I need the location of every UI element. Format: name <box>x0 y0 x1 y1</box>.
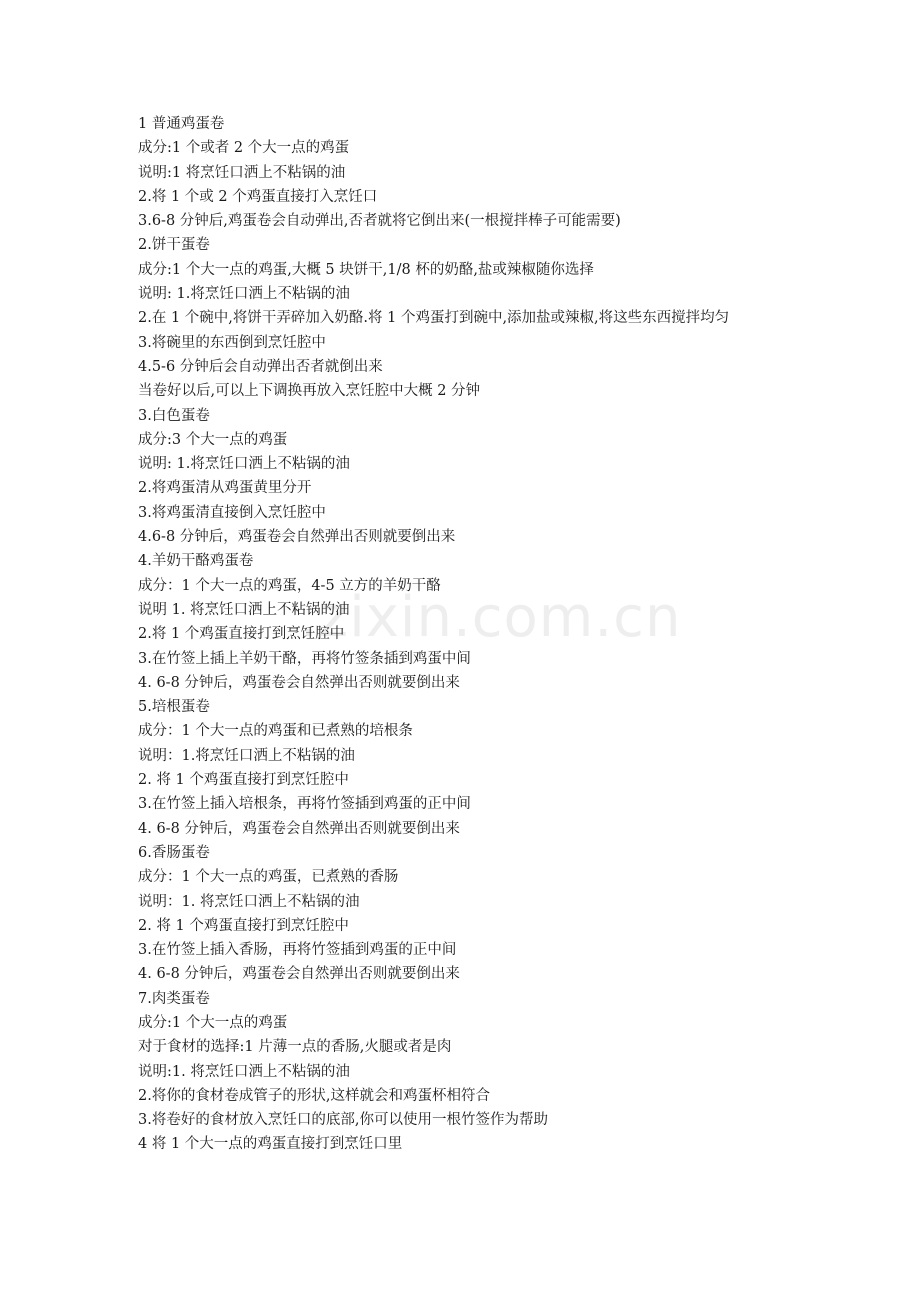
text-line: 说明:1. 将烹饪口洒上不粘锅的油 <box>138 1063 350 1080</box>
text-line: 说明: 1.将烹饪口洒上不粘锅的油 <box>138 456 350 473</box>
text-line: 2.将鸡蛋清从鸡蛋黄里分开 <box>138 480 312 497</box>
text-line: 成分：1 个大一点的鸡蛋，已煮熟的香肠 <box>138 869 399 886</box>
text-line: 2.在 1 个碗中,将饼干弄碎加入奶酪.将 1 个鸡蛋打到碗中,添加盐或辣椒,将这些东西搅拌均匀 <box>138 310 730 327</box>
text-line: 当卷好以后,可以上下调换再放入烹饪腔中大概 2 分钟 <box>138 383 481 400</box>
text-line: 5.培根蛋卷 <box>138 699 210 716</box>
text-line: 对于食材的选择:1 片薄一点的香肠,火腿或者是肉 <box>138 1039 452 1056</box>
text-line: 4.羊奶干酪鸡蛋卷 <box>138 553 254 570</box>
text-line: 说明：1.将烹饪口洒上不粘锅的油 <box>138 747 355 764</box>
text-line: 3.在竹签上插入培根条，再将竹签插到鸡蛋的正中间 <box>138 796 471 813</box>
text-line: 7.肉类蛋卷 <box>138 990 210 1007</box>
text-line: 3.白色蛋卷 <box>138 407 210 424</box>
text-line: 3.6-8 分钟后,鸡蛋卷会自动弹出,否者就将它倒出来(一根搅拌棒子可能需要) <box>138 213 621 230</box>
text-line: 成分:3 个大一点的鸡蛋 <box>138 431 288 448</box>
text-line: 6.香肠蛋卷 <box>138 844 210 861</box>
text-line: 成分:1 个大一点的鸡蛋,大概 5 块饼干,1/8 杯的奶酪,盐或辣椒随你选择 <box>138 261 594 278</box>
text-line: 4. 6-8 分钟后，鸡蛋卷会自然弹出否则就要倒出来 <box>138 966 460 983</box>
text-line: 2.将 1 个鸡蛋直接打到烹饪腔中 <box>138 626 345 643</box>
text-line: 4 将 1 个大一点的鸡蛋直接打到烹饪口里 <box>138 1136 403 1153</box>
text-line: 成分:1 个大一点的鸡蛋 <box>138 1014 288 1031</box>
text-line: 2. 将 1 个鸡蛋直接打到烹饪腔中 <box>138 772 349 789</box>
text-line: 1 普通鸡蛋卷 <box>138 116 225 132</box>
text-line: 2.将 1 个或 2 个鸡蛋直接打入烹饪口 <box>138 188 378 205</box>
text-line: 2.饼干蛋卷 <box>138 237 210 254</box>
text-line: 成分:1 个或者 2 个大一点的鸡蛋 <box>138 140 350 157</box>
text-line: 说明: 1.将烹饪口洒上不粘锅的油 <box>138 286 350 303</box>
text-line: 3.将卷好的食材放入烹饪口的底部,你可以使用一根竹签作为帮助 <box>138 1112 548 1129</box>
text-line: 4.6-8 分钟后，鸡蛋卷会自然弹出否则就要倒出来 <box>138 529 456 546</box>
text-line: 成分：1 个大一点的鸡蛋和已煮熟的培根条 <box>138 723 413 740</box>
text-line: 4.5-6 分钟后会自动弹出否者就倒出来 <box>138 358 383 375</box>
text-line: 3.在竹签上插入香肠，再将竹签插到鸡蛋的正中间 <box>138 942 457 959</box>
watermark: .zixin.com.cn <box>300 585 682 650</box>
text-line: 2.将你的食材卷成管子的形状,这样就会和鸡蛋杯相符合 <box>138 1087 490 1104</box>
text-line: 4. 6-8 分钟后，鸡蛋卷会自然弹出否则就要倒出来 <box>138 820 460 837</box>
text-line: 成分：1 个大一点的鸡蛋，4-5 立方的羊奶干酪 <box>138 577 441 594</box>
text-line: 说明 1. 将烹饪口洒上不粘锅的油 <box>138 601 350 618</box>
text-line: 说明：1. 将烹饪口洒上不粘锅的油 <box>138 893 360 910</box>
text-line: 说明:1 将烹饪口洒上不粘锅的油 <box>138 164 346 181</box>
text-line: 3.在竹签上插上羊奶干酪，再将竹签条插到鸡蛋中间 <box>138 650 471 667</box>
text-line: 4. 6-8 分钟后，鸡蛋卷会自然弹出否则就要倒出来 <box>138 674 460 691</box>
text-line: 3.将鸡蛋清直接倒入烹饪腔中 <box>138 504 326 521</box>
text-line: 3.将碗里的东西倒到烹饪腔中 <box>138 334 326 351</box>
text-line: 2. 将 1 个鸡蛋直接打到烹饪腔中 <box>138 917 349 934</box>
document-body <box>138 112 786 1157</box>
